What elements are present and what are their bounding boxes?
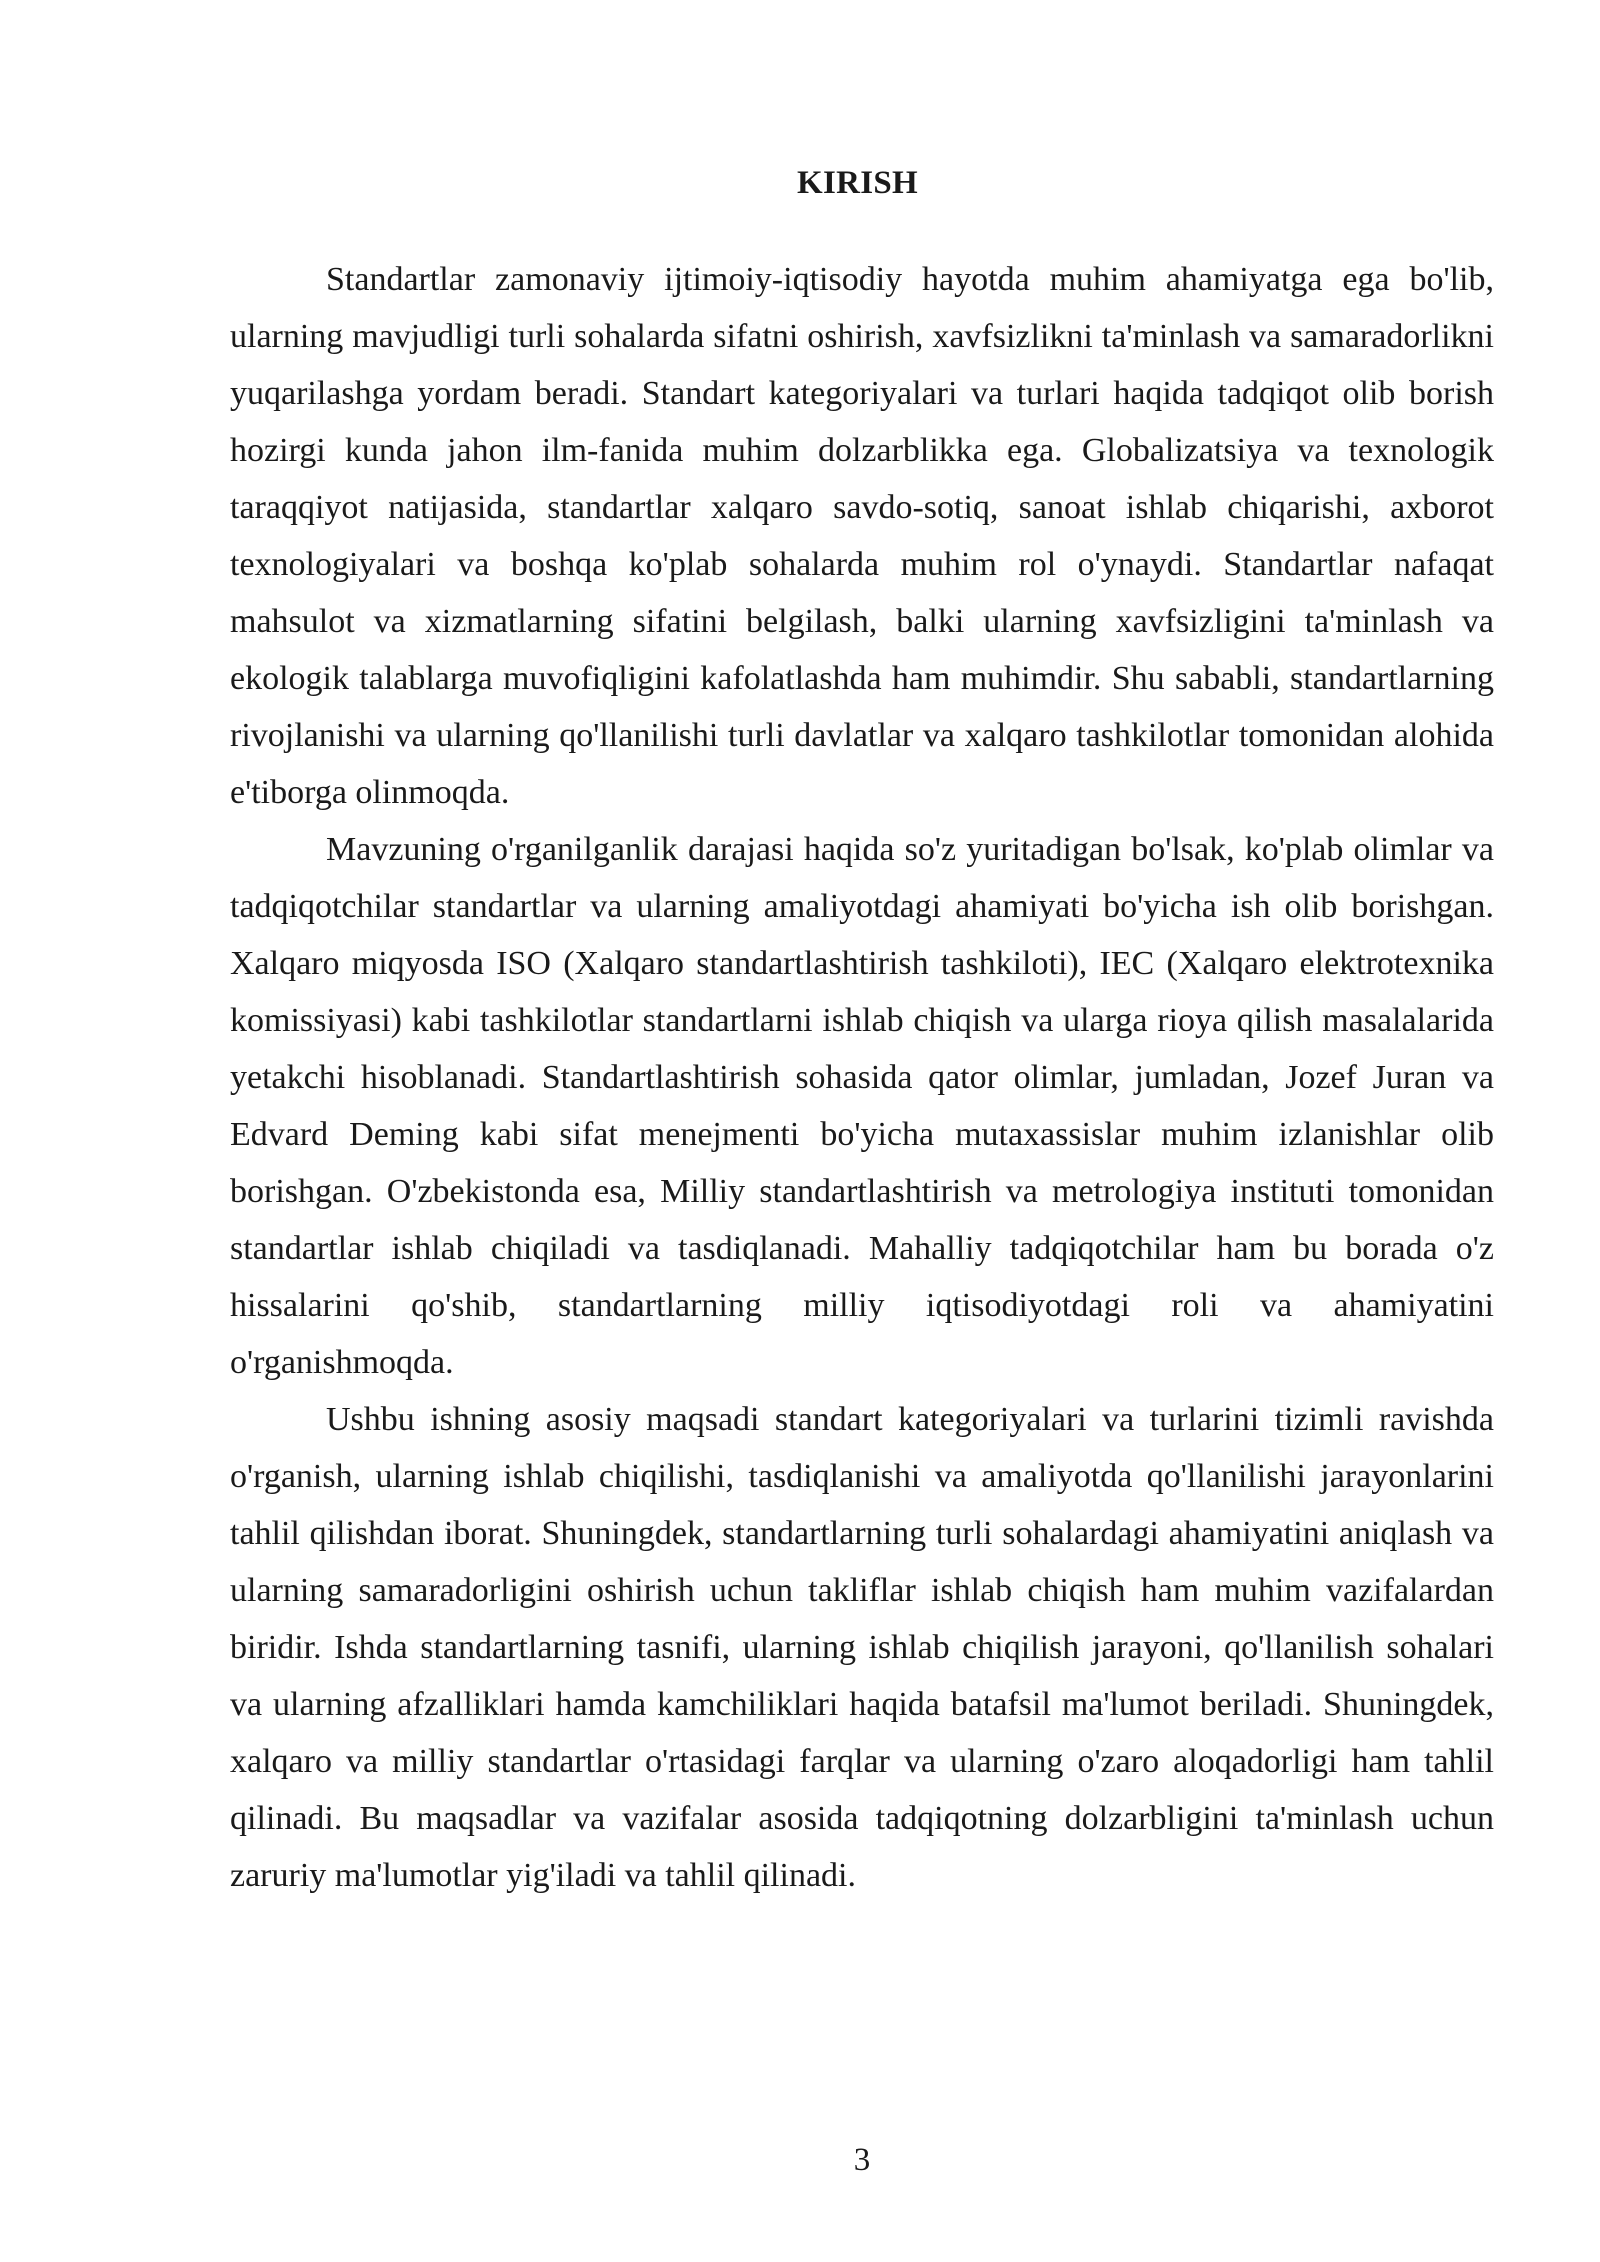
paragraph-intro: Standartlar zamonaviy ijtimoiy-iqtisodiy hayotda muhim ahamiyatga ega bo'lib, ularning mavjudligi turli sohalarda sifatni oshirish, xavfsizlikni ta'minlash va samaradorlikni yuqarilashga yordam beradi. Standart kategoriyalari va turlari haqida tadqiqot olib borish hozirgi kunda jahon ilm-fanida muhim dolzarblikka ega. Globalizatsiya va texnologik taraqqiyot natijasida, standartlar xalqaro savdo-sotiq, sanoat ishlab chiqarishi, axborot texnologiyalari va boshqa ko'plab sohalarda muhim rol o'ynaydi. Standartlar nafaqat mahsulot va xizmatlarning sifatini belgilash, balki ularning xavfsizligini ta'minlash va ekologik talablarga muvofiqligini kafolatlashda ham muhimdir. Shu sababli, standartlarning rivojlanishi va ularning qo'llanilishi turli davlatlar va xalqaro tashkilotlar tomonidan alohida e'tiborga olinmoqda. (230, 261, 1494, 811)
paragraph-objectives: Ushbu ishning asosiy maqsadi standart kategoriyalari va turlarini tizimli ravishda o'rganish, ularning ishlab chiqilishi, tasdiqlanishi va amaliyotda qo'llanilishi jarayonlarini tahlil qilishdan iborat. Shuningdek, standartlarning turli sohalardagi ahamiyatini aniqlash va ularning samaradorligini oshirish uchun takliflar ishlab chiqish ham muhim vazifalardan biridir. Ishda standartlarning tasnifi, ularning ishlab chiqilish jarayoni, qo'llanilish sohalari va ularning afzalliklari hamda kamchiliklari haqida batafsil ma'lumot beriladi. Shuningdek, xalqaro va milliy standartlar o'rtasidagi farqlar va ularning o'zaro aloqadorligi ham tahlil qilinadi. Bu maqsadlar va vazifalar asosida tadqiqotning dolzarbligini ta'minlash uchun zaruriy ma'lumotlar yig'iladi va tahlil qilinadi. (230, 1401, 1494, 1894)
page-number: 3 (853, 2142, 871, 2178)
section-heading: KIRISH (796, 165, 918, 201)
body-text (230, 251, 1494, 1904)
paragraph-research-status: Mavzuning o'rganilganlik darajasi haqida so'z yuritadigan bo'lsak, ko'plab olimlar va tadqiqotchilar standartlar va ularning amaliyotdagi ahamiyati bo'yicha ish olib borishgan. Xalqaro miqyosda ISO (Xalqaro standartlashtirish tashkiloti), IEC (Xalqaro elektrotexnika komissiyasi) kabi tashkilotlar standartlarni ishlab chiqish va ularga rioya qilish masalalarida yetakchi hisoblanadi. Standartlashtirish sohasida qator olimlar, jumladan, Jozef Juran va Edvard Deming kabi sifat menejmenti bo'yicha mutaxassislar muhim izlanishlar olib borishgan. O'zbekistonda esa, Milliy standartlashtirish va metrologiya instituti tomonidan standartlar ishlab chiqiladi va tasdiqlanadi. Mahalliy tadqiqotchilar ham bu borada o'z hissalarini qo'shib, standartlarning milliy iqtisodiyotdagi roli va ahamiyatini o'rganishmoqda. (230, 831, 1494, 1381)
